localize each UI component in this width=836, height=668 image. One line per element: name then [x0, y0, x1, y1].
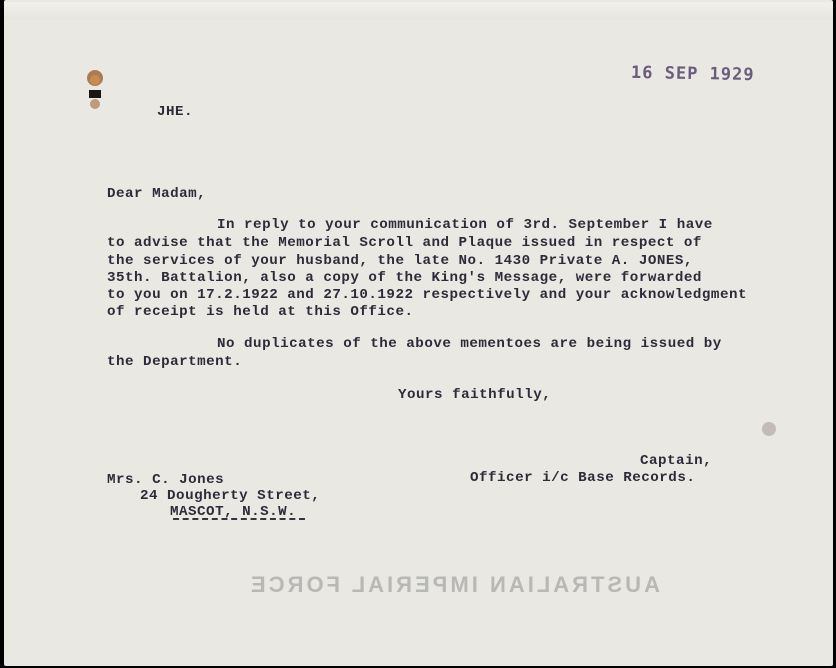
letter-page [4, 0, 833, 666]
body2-line-2: the Department. [107, 354, 243, 370]
addressee-city: MASCOT, N.S.W. [170, 504, 297, 520]
closing: Yours faithfully, [398, 387, 552, 403]
reference-initials: JHE. [157, 104, 194, 120]
body-line-4: 35th. Battalion, also a copy of the King's Message, were forwarded [107, 270, 702, 286]
addressee-street: 24 Dougherty Street, [140, 488, 321, 504]
body-line-5: to you on 17.2.1922 and 27.10.1922 respectively and your acknowledgment [107, 287, 747, 303]
body-line-1: In reply to your communication of 3rd. September I have [217, 217, 713, 233]
paper-top-edge [4, 2, 833, 20]
body2-line-1: No duplicates of the above mementoes are being issued by [217, 336, 722, 352]
ink-stain [762, 422, 776, 436]
punch-hole-mark [86, 68, 104, 116]
body-line-2: to advise that the Memorial Scroll and Plaque issued in respect of [107, 235, 702, 251]
addressee-underline [173, 518, 305, 520]
bleed-through-heading: AUSTRALIAN IMPERIAL FORCE [248, 572, 660, 597]
date-received-stamp: 16 SEP 1929 [630, 62, 755, 86]
signatory-office: Officer i/c Base Records. [470, 470, 696, 486]
signatory-title: Captain, [640, 453, 713, 469]
addressee-name: Mrs. C. Jones [107, 472, 225, 488]
body-line-6: of receipt is held at this Office. [107, 304, 414, 320]
body-line-3: the services of your husband, the late No. 1430 Private A. JONES, [107, 253, 693, 269]
salutation: Dear Madam, [107, 186, 207, 202]
